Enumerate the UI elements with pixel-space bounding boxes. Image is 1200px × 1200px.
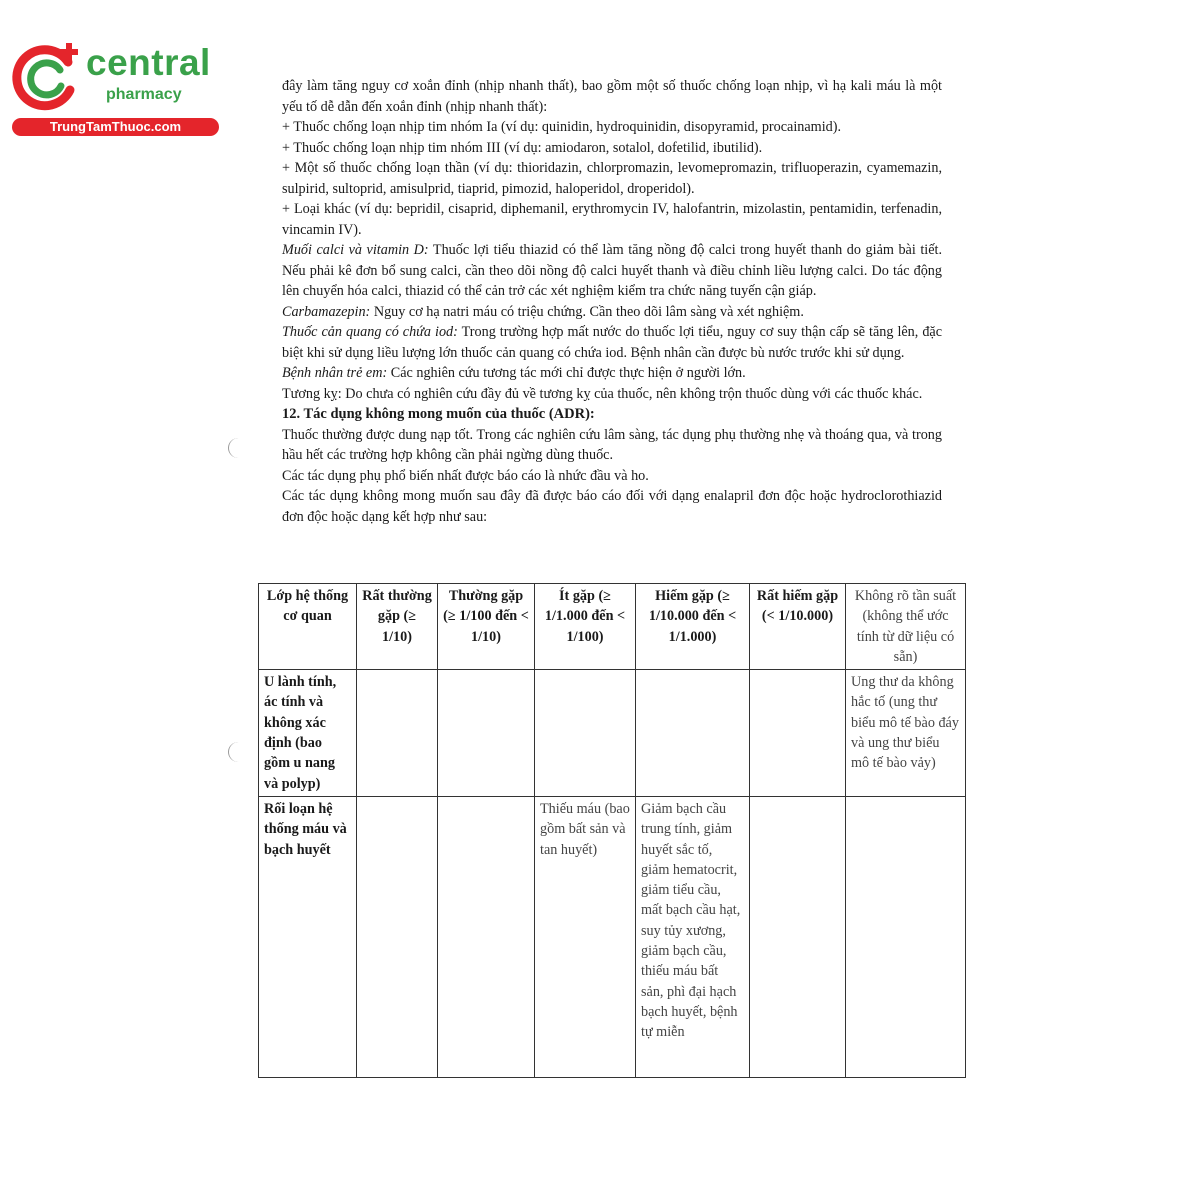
paragraph: Các tác dụng không mong muốn sau đây đã được báo cáo đối với dạng enalapril đơn độc hoặc hydroclorothiazid đơn độc hoặc dạng kết hợp như sau: bbox=[282, 488, 942, 525]
column-header: Thường gặp (≥ 1/100 đến < 1/10) bbox=[438, 584, 535, 670]
table-row bbox=[259, 796, 966, 1077]
paragraph: Tương kỵ: Do chưa có nghiên cứu đầy đủ về tương kỵ của thuốc, nên không trộn thuốc dùng với các thuốc khác. bbox=[282, 385, 923, 402]
paragraph-label: Bệnh nhân trẻ em: bbox=[282, 365, 388, 381]
brand-subtitle: pharmacy bbox=[106, 86, 182, 103]
paragraph-label: Thuốc cản quang có chứa iod: bbox=[282, 324, 458, 340]
paragraph-label: Muối calci và vitamin D: bbox=[282, 242, 429, 258]
table-cell bbox=[750, 670, 846, 797]
paragraph-text: Thuốc lợi tiểu thiazid có thể làm tăng nồng độ calci trong huyết thanh do giảm bài tiết. Nếu phải kê đơn bổ sung calci, cần theo dõi nồng độ calci huyết thanh và điều chỉnh liều lượng calci. Do tác động lên chuyển hóa calci, thiazid có thể cản trở các xét nghiệm kiểm tra chức năng tuyến cận giáp. bbox=[282, 242, 943, 299]
paragraph-text: Nguy cơ hạ natri máu có triệu chứng. Cần theo dõi lâm sàng và xét nghiệm. bbox=[370, 303, 804, 320]
paragraph-text: Các nghiên cứu tương tác mới chỉ được thực hiện ở người lớn. bbox=[387, 365, 746, 381]
table-cell: Thiếu máu (bao gồm bất sản và tan huyết) bbox=[535, 796, 636, 1077]
table-cell bbox=[438, 796, 535, 1077]
paragraph: + Loại khác (ví dụ: bepridil, cisaprid, diphemanil, erythromycin IV, halofantrin, mizolastin, pentamidin, terfenadin, vincamin IV). bbox=[282, 201, 942, 238]
paragraph bbox=[282, 240, 942, 302]
document-body bbox=[282, 76, 942, 527]
paragraph: + Thuốc chống loạn nhịp tim nhóm Ia (ví dụ: quinidin, hydroquinidin, disopyramid, procainamid). bbox=[282, 119, 842, 135]
paragraph: + Thuốc chống loạn nhịp tim nhóm III (ví dụ: amiodaron, sotalol, dofetilid, ibutilid). bbox=[282, 139, 763, 156]
punch-hole-mark bbox=[228, 742, 249, 762]
table-cell bbox=[535, 670, 636, 797]
paragraph bbox=[282, 363, 942, 384]
column-header: Không rõ tần suất (không thể ước tính từ dữ liệu có sẵn) bbox=[846, 584, 966, 670]
section-heading: 12. Tác dụng không mong muốn của thuốc (ADR): bbox=[282, 406, 595, 422]
table-cell bbox=[357, 670, 438, 797]
column-header: Ít gặp (≥ 1/1.000 đến < 1/100) bbox=[535, 584, 636, 670]
paragraph: Thuốc thường được dung nạp tốt. Trong các nghiên cứu lâm sàng, tác dụng phụ thường nhẹ và thoáng qua, và trong hầu hết các trường hợp không cần phải ngừng dùng thuốc. bbox=[282, 426, 942, 463]
table-cell bbox=[846, 796, 966, 1077]
paragraph: Các tác dụng phụ phổ biến nhất được báo cáo là nhức đầu và ho. bbox=[282, 467, 649, 484]
paragraph bbox=[282, 302, 942, 323]
table-cell bbox=[357, 796, 438, 1077]
brand-logo bbox=[10, 36, 220, 136]
paragraph-label: Carbamazepin: bbox=[282, 303, 371, 320]
column-header: Hiếm gặp (≥ 1/10.000 đến < 1/1.000) bbox=[636, 584, 750, 670]
brand-name: central bbox=[86, 42, 211, 83]
paragraph bbox=[282, 322, 942, 363]
table-cell: Ung thư da không hắc tố (ung thư biểu mô tế bào đáy và ung thư biểu mô tế bào vảy) bbox=[846, 670, 966, 797]
table-cell bbox=[750, 796, 846, 1077]
brand-site-banner: TrungTamThuoc.com bbox=[12, 118, 219, 136]
column-header: Rất hiếm gặp (< 1/10.000) bbox=[750, 584, 846, 670]
table-cell bbox=[438, 670, 535, 797]
punch-hole-mark bbox=[228, 438, 249, 458]
column-header: Lớp hệ thống cơ quan bbox=[259, 584, 357, 670]
adr-table bbox=[258, 583, 966, 1078]
table-header-row bbox=[259, 584, 966, 670]
table-cell bbox=[636, 670, 750, 797]
table-row bbox=[259, 670, 966, 797]
paragraph: + Một số thuốc chống loạn thần (ví dụ: thioridazin, chlorpromazin, levomepromazin, trifluoperazin, cyamemazin, sulpirid, sultoprid, amisulprid, tiaprid, pimozid, haloperidol, droperidol). bbox=[282, 160, 942, 197]
paragraph-text: Trong trường hợp mất nước do thuốc lợi tiểu, nguy cơ suy thận cấp sẽ tăng lên, đặc biệt khi sử dụng liều lượng lớn thuốc cản quang có chứa iod. Bệnh nhân cần được bù nước trước khi sử dụng. bbox=[282, 324, 943, 361]
table-cell: Giảm bạch cầu trung tính, giảm huyết sắc tố, giảm hematocrit, giảm tiểu cầu, mất bạch cầu hạt, suy tủy xương, giảm bạch cầu, thiếu máu bất sản, phì đại hạch bạch huyết, bệnh tự miễn bbox=[636, 796, 750, 1077]
table-cell: U lành tính, ác tính và không xác định (bao gồm u nang và polyp) bbox=[259, 670, 357, 797]
paragraph: đây làm tăng nguy cơ xoắn đỉnh (nhịp nhanh thất), bao gồm một số thuốc chống loạn nhịp, vì hạ kali máu là một yếu tố dễ dẫn đến xoắn đỉnh (nhịp nhanh thất): bbox=[282, 78, 942, 115]
central-pharmacy-logo-icon bbox=[10, 40, 84, 114]
column-header: Rất thường gặp (≥ 1/10) bbox=[357, 584, 438, 670]
table-cell: Rối loạn hệ thống máu và bạch huyết bbox=[259, 796, 357, 1077]
